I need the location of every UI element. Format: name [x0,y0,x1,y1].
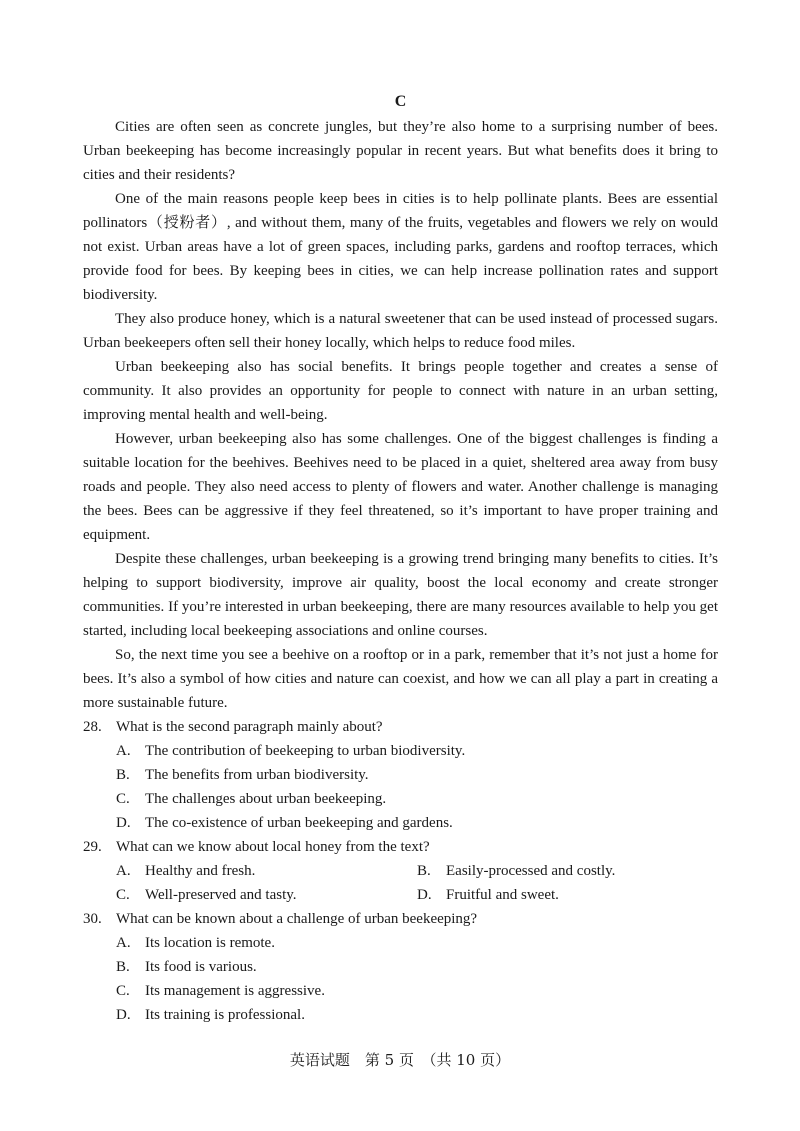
question-30 [83,907,718,1027]
passage-paragraph-1: Cities are often seen as concrete jungles, but they’re also home to a surprising number of bees. Urban beekeeping has become increasingly popular in recent years. But what benefits does it bring to cities and their residents? [83,119,718,183]
passage-paragraph-2: One of the main reasons people keep bees in cities is to help pollinate plants. Bees are essential pollinators（授粉者）, and without them, many of the fruits, vegetables and flowers we rely on would not exist. Urban areas have a lot of green spaces, including parks, gardens and rooftop terraces, which provide food for bees. By keeping bees in cities, we can help increase pollination rates and support biodiversity. [83,191,718,303]
question-number: 29. [83,839,102,855]
option-d: D. Fruitful and sweet. [417,887,559,903]
option-d: D. The co-existence of urban beekeeping and gardens. [116,815,453,831]
option-d: D. Its training is professional. [116,1007,305,1023]
option-c: C. The challenges about urban beekeeping. [116,791,387,807]
passage-paragraph-6: Despite these challenges, urban beekeeping is a growing trend bringing many benefits to cities. It’s helping to support biodiversity, improve air quality, boost the local economy and create stronger communities. If you’re interested in urban beekeeping, there are many resources available to help you get started, including local beekeeping associations and online courses. [83,551,718,639]
option-c: C. Its management is aggressive. [116,983,325,999]
option-b: B. The benefits from urban biodiversity. [116,767,369,783]
question-29 [83,835,718,907]
question-number: 28. [83,719,102,735]
passage-paragraph-3: They also produce honey, which is a natural sweetener that can be used instead of processed sugars. Urban beekeepers often sell their honey locally, which helps to reduce food miles. [83,311,718,351]
question-stem: What can be known about a challenge of urban beekeeping? [116,911,478,927]
option-b: B. Its food is various. [116,959,257,975]
section-heading: C [394,93,407,110]
option-c: C. Well-preserved and tasty. [116,887,297,903]
passage-paragraph-5: However, urban beekeeping also has some challenges. One of the biggest challenges is finding a suitable location for the beehives. Beehives need to be placed in a quiet, sheltered area away from busy roads and people. They also need access to plenty of flowers and water. Another challenge is managing the bees. Bees can be aggressive if they feel threatened, so it’s important to have proper training and equipment. [83,431,718,543]
question-28 [83,715,718,835]
option-a: A. Healthy and fresh. [116,863,256,879]
question-number: 30. [83,911,102,927]
passage-paragraph-7: So, the next time you see a beehive on a rooftop or in a park, remember that it’s not just a home for bees. It’s also a symbol of how cities and nature can coexist, and how we can all play a part in creating a more sustainable future. [83,647,718,711]
question-stem: What can we know about local honey from the text? [116,839,430,855]
option-a: A. Its location is remote. [116,935,275,951]
option-a: A. The contribution of beekeeping to urban biodiversity. [116,743,466,759]
page-footer: 英语试题 第 5 页 （共 10 页） [289,1051,511,1069]
exam-page [83,92,718,1027]
question-stem: What is the second paragraph mainly about? [116,719,383,735]
option-b: B. Easily-processed and costly. [417,863,616,879]
passage-paragraph-4: Urban beekeeping also has social benefits. It brings people together and creates a sense of community. It also provides an opportunity for people to connect with nature in an urban setting, improving mental health and well-being. [83,359,718,423]
